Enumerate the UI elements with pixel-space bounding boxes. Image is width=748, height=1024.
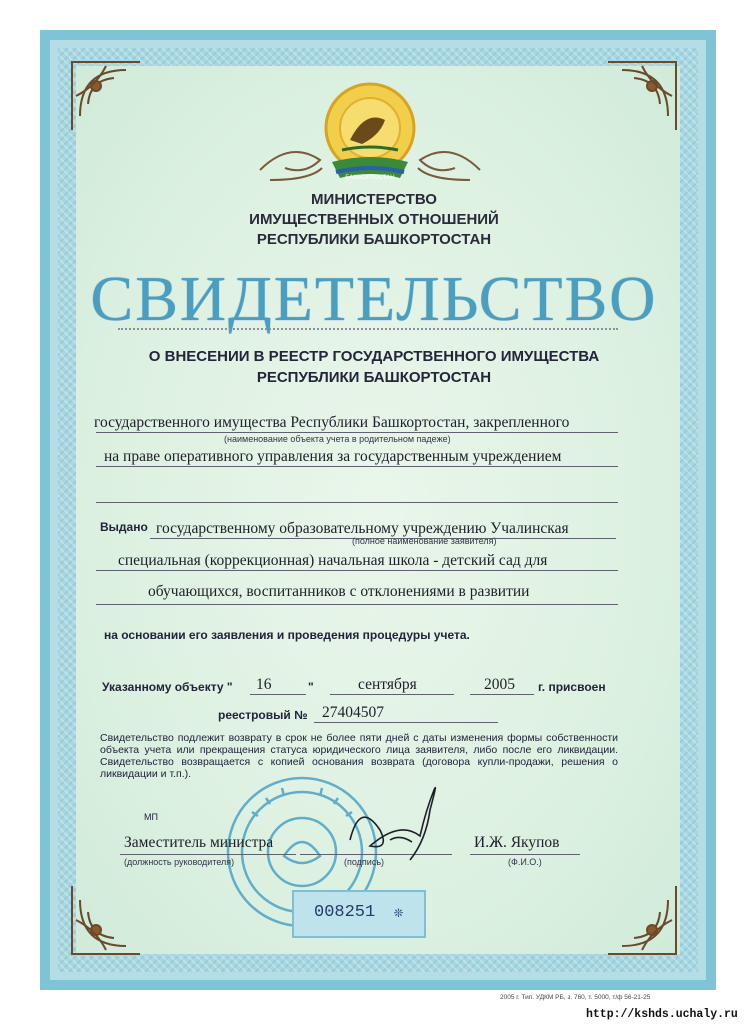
issued-line-2: специальная (коррекционная) начальная школа - детский сад для (118, 552, 548, 569)
footer-url[interactable]: http://kshds.uchaly.ru (586, 1008, 738, 1021)
month-underline (330, 694, 454, 695)
object-underline-1 (96, 432, 618, 433)
issued-label: Выдано (100, 520, 148, 534)
assignment-day: 16 (256, 676, 272, 693)
name-caption: (Ф.И.О.) (508, 857, 542, 867)
assignment-year: 2005 (484, 676, 515, 693)
serial-number: 008251 (314, 903, 376, 922)
year-underline (470, 694, 534, 695)
seal-place-mark: МП (144, 812, 158, 822)
ministry-line-3: РЕСПУБЛИКИ БАШКОРТОСТАН (256, 231, 492, 248)
corner-ornament-bottom-right-icon (602, 880, 682, 960)
title-divider (118, 328, 618, 330)
issued-caption: (полное наименование заявителя) (352, 536, 497, 546)
object-underline-2 (96, 466, 618, 467)
ministry-name (0, 190, 748, 250)
assignment-month: сентября (358, 676, 417, 693)
subtitle-line-2: РЕСПУБЛИКИ БАШКОРТОСТАН (256, 369, 492, 386)
position-underline (120, 854, 296, 855)
signer-position: Заместитель министра (124, 834, 274, 851)
issued-line-1: государственному образовательному учреждению Учалинская (156, 520, 569, 537)
issued-line-3: обучающихся, воспитанников с отклонениями в развитии (148, 583, 530, 600)
certificate-subtitle (0, 346, 748, 388)
handwritten-signature (330, 770, 460, 870)
signer-name: И.Ж. Якупов (474, 834, 560, 851)
corner-ornament-bottom-left-icon (66, 880, 146, 960)
object-underline-3 (96, 502, 618, 503)
registry-label: реестровый № (218, 708, 308, 722)
corner-ornament-top-left-icon (66, 56, 146, 136)
assignment-suffix: г. присвоен (538, 680, 606, 694)
ministry-line-2: ИМУЩЕСТВЕННЫХ ОТНОШЕНИЙ (249, 211, 499, 228)
issued-underline-3 (96, 604, 618, 605)
coat-of-arms-emblem (250, 80, 490, 190)
object-line-1: государственного имущества Республики Башкортостан, закрепленного (94, 414, 570, 431)
name-underline (470, 854, 580, 855)
issued-underline-2 (96, 570, 618, 571)
registry-underline (314, 722, 498, 723)
ministry-line-1: МИНИСТЕРСТВО (311, 191, 437, 208)
day-underline (250, 694, 306, 695)
corner-ornament-top-right-icon (602, 56, 682, 136)
return-notice: Свидетельство подлежит возврату в срок не более пяти дней с даты изменения формы собственности объекта учета или прекращения статуса юридического лица заявителя, либо после его ликвидации. Свидетельство возвращается с копией основания возврата (договора купли-продажи, решения о ликвидации и т.п.). (100, 732, 618, 780)
serial-number-box (292, 890, 426, 938)
page-title: СВИДЕТЕЛЬСТВО (90, 263, 658, 334)
printer-imprint: 2005 г. Тип. УДКМ РБ, з. 760, т. 5000, т/ф 56-21-25 (500, 994, 651, 1001)
basis-text: на основании его заявления и проведения процедуры учета. (104, 628, 470, 642)
object-caption: (наименование объекта учета в родительном падеже) (224, 434, 451, 444)
subtitle-line-1: О ВНЕСЕНИИ В РЕЕСТР ГОСУДАРСТВЕННОГО ИМУЩЕСТВА (148, 348, 600, 365)
assignment-quote-close: " (308, 680, 314, 694)
signature-caption: (подпись) (344, 857, 385, 867)
registry-number: 27404507 (322, 704, 384, 721)
object-line-2: на праве оперативного управления за государственным учреждением (104, 448, 562, 465)
position-caption: (должность руководителя) (124, 857, 235, 867)
serial-ornament-icon: ❊ (394, 905, 404, 922)
emblem-ribbon-text: БАШКОРТОСТАН (345, 175, 395, 181)
assignment-prefix: Указанному объекту " (102, 680, 233, 694)
